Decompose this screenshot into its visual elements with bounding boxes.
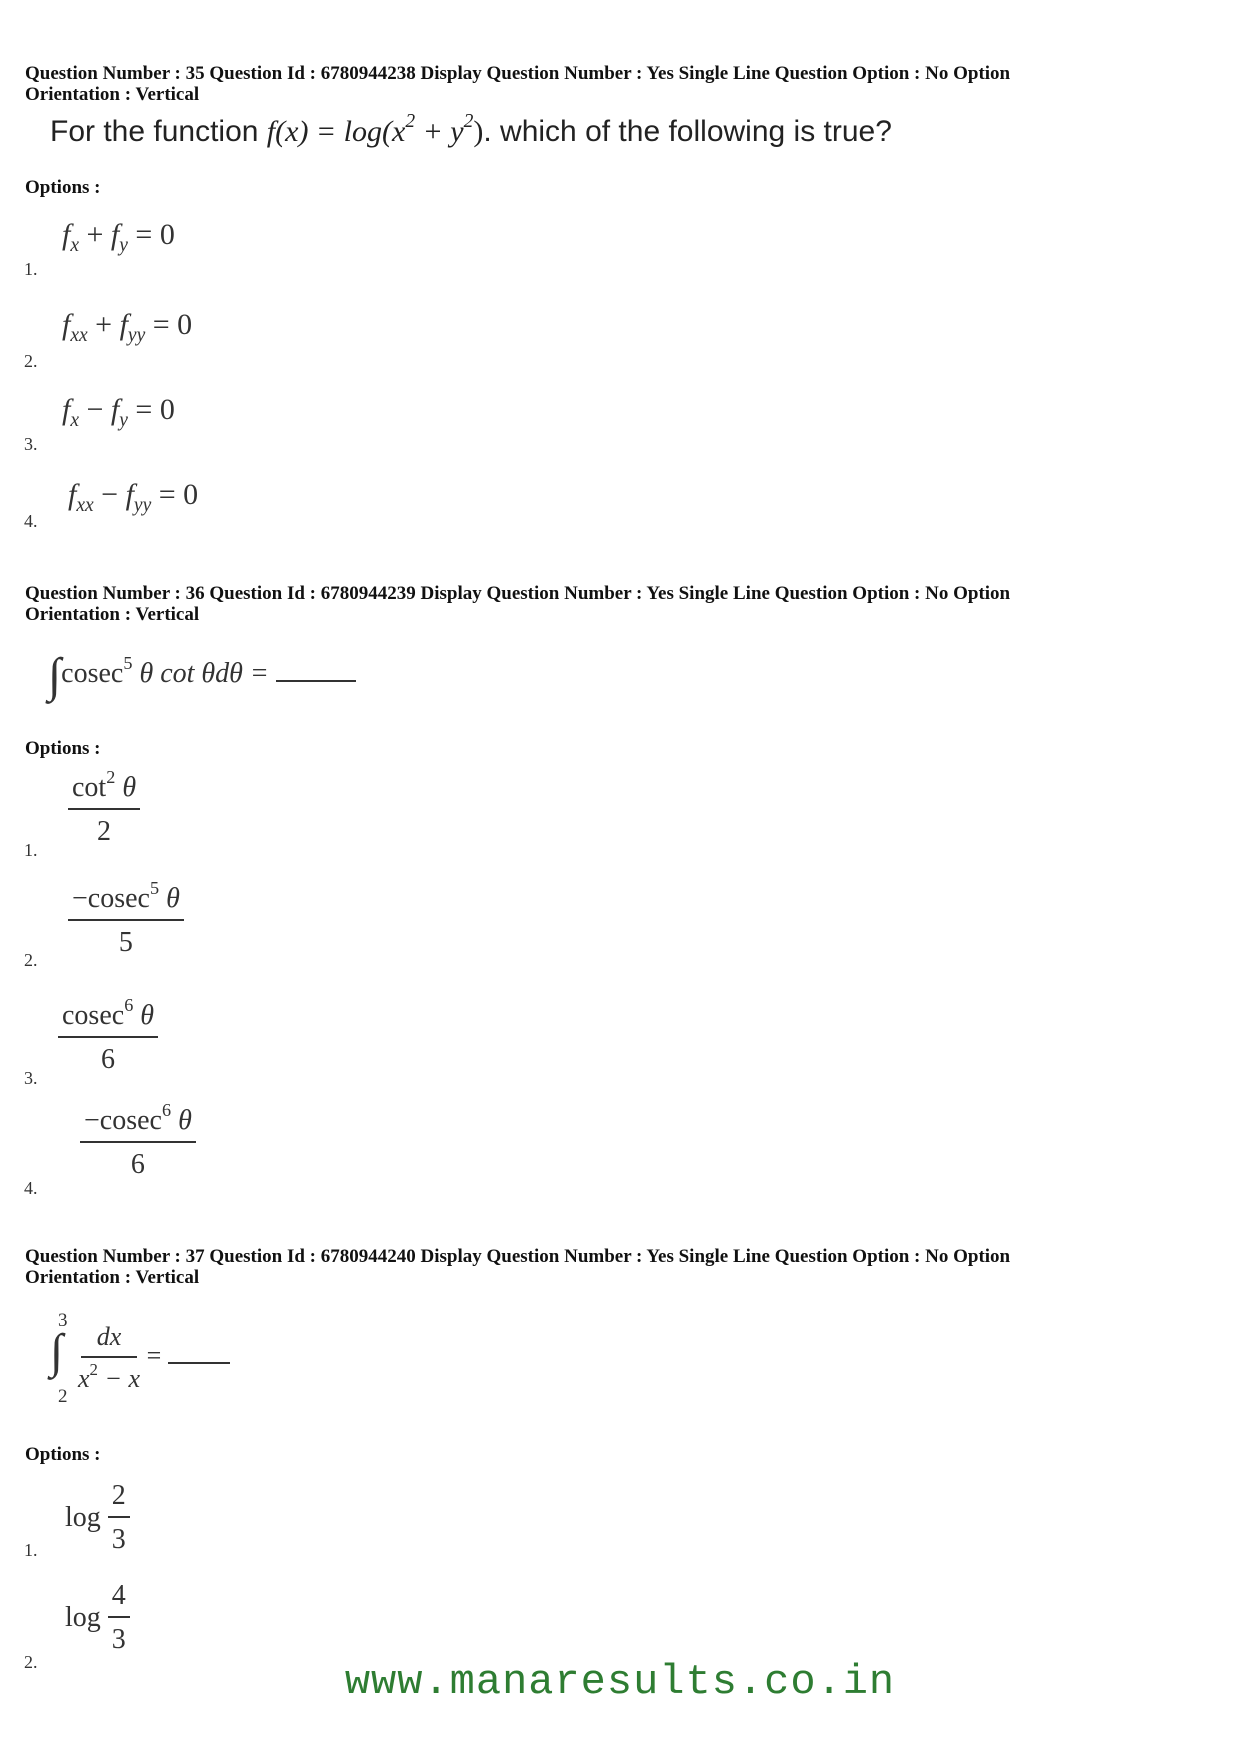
numerator [68,766,140,810]
theta: θ [171,1105,192,1136]
denominator: 6 [101,1044,116,1075]
option-4-expr [80,1099,196,1181]
question-header-line1: Question Number : 35 Question Id : 6780944238 Display Question Number : Yes Single Line Question Option : No Option [25,63,1011,84]
num-text: −cosec [84,1105,162,1136]
plus-y: + y [415,115,464,148]
fraction [58,994,158,1076]
denominator [78,1358,140,1394]
exponent: 6 [124,994,134,1015]
question-function [266,111,484,148]
numerator: dx [81,1322,138,1358]
question-text-prefix: For the function [50,115,259,148]
exponent: 6 [161,1099,172,1120]
option-2-expr [65,1580,130,1656]
num-text: cosec [62,1000,125,1031]
equals: = [140,1340,168,1370]
cosec-term: cosec [61,657,124,689]
subscript: yy [127,325,146,346]
theta: θ [115,772,137,803]
fraction [108,1480,130,1556]
integral-sign: ∫ [48,649,62,702]
denominator: 2 [97,816,112,847]
close-paren: ) [473,115,484,148]
lower-limit: 2 [58,1386,68,1407]
question-36-expr [48,648,356,703]
term: f [125,478,134,511]
answer-blank [168,1362,230,1364]
option-2-number: 2. [24,950,38,970]
question-35-text [50,111,892,149]
fraction [68,766,140,848]
denominator: 5 [118,927,133,958]
log-text: log [65,1502,101,1533]
term: f [62,393,71,426]
option-4-expr [68,478,199,516]
theta: θ [133,1000,155,1031]
denominator: 3 [111,1624,126,1655]
rhs: = 0 [127,218,175,251]
question-37-header [25,1246,1205,1288]
term: f [62,308,71,341]
operator: + [79,218,111,251]
operator: − [79,393,111,426]
fraction [80,1099,196,1181]
option-1-number: 1. [24,840,38,860]
denom-x: x [78,1364,90,1393]
option-1-expr [62,218,175,256]
option-1-expr [68,766,140,848]
rhs: = 0 [151,478,199,511]
option-4-number: 4. [24,1178,38,1198]
exponent: 5 [123,652,133,673]
denom-rest: − x [98,1364,141,1393]
num-text: −cosec [72,883,150,914]
question-header-line1: Question Number : 36 Question Id : 6780944239 Display Question Number : Yes Single Line Question Option : No Option [25,583,1011,604]
option-2-expr [68,877,184,959]
numerator [68,877,184,921]
operator: − [93,478,126,511]
operator: + [87,308,120,341]
option-1-number: 1. [24,1540,38,1560]
theta: θ [159,883,180,914]
option-1-expr [65,1480,130,1556]
function-expr: f(x) = log(x [266,115,406,148]
options-label: Options : [25,177,101,198]
question-35-header [25,63,1205,105]
upper-limit: 3 [58,1310,68,1331]
subscript: yy [133,495,152,516]
option-2-number: 2. [24,351,38,371]
footer-watermark-url: www.manaresults.co.in [344,1658,896,1706]
question-36-header [25,583,1205,625]
rhs: = 0 [127,393,175,426]
subscript: xx [70,325,88,346]
numerator [80,1099,196,1143]
denominator: 3 [111,1524,126,1555]
option-3-number: 3. [24,1068,38,1088]
expr-rest: θ cot θdθ = [132,657,276,689]
option-3-number: 3. [24,434,38,454]
numerator: 4 [108,1580,130,1618]
integrand [78,1322,230,1394]
num-text: cot [72,772,107,803]
subscript: xx [76,495,94,516]
options-label: Options : [25,1444,101,1465]
integral-sign: ∫ [50,1325,64,1378]
term: f [110,393,120,426]
fraction [78,1322,140,1394]
option-3-expr [62,393,175,431]
term: f [68,478,77,511]
exponent: 5 [149,877,160,898]
question-header-line2: Orientation : Vertical [25,1267,200,1288]
fraction [108,1580,130,1656]
numerator [58,994,158,1038]
subscript: y [119,235,128,256]
term: f [110,218,120,251]
exponent: 2 [106,766,116,787]
subscript: x [70,410,79,431]
question-header-line1: Question Number : 37 Question Id : 6780944240 Display Question Number : Yes Single Line Question Option : No Option [25,1246,1011,1267]
options-label: Options : [25,738,101,759]
option-3-expr [58,994,158,1076]
exponent: 2 [463,111,474,133]
option-2-expr [62,308,193,346]
term: f [62,218,71,251]
exponent: 2 [405,111,416,133]
fraction [68,877,184,959]
log-text: log [65,1602,101,1633]
option-1-number: 1. [24,259,38,279]
numerator: 2 [108,1480,130,1518]
option-4-number: 4. [24,511,38,531]
subscript: x [70,235,79,256]
rhs: = 0 [145,308,193,341]
question-text-suffix: . which of the following is true? [483,115,892,148]
term: f [119,308,128,341]
question-header-line2: Orientation : Vertical [25,84,200,105]
denominator: 6 [130,1149,145,1180]
question-header-line2: Orientation : Vertical [25,604,200,625]
option-2-number: 2. [24,1652,38,1672]
subscript: y [119,410,128,431]
exponent: 2 [89,1359,98,1379]
answer-blank [276,680,356,682]
